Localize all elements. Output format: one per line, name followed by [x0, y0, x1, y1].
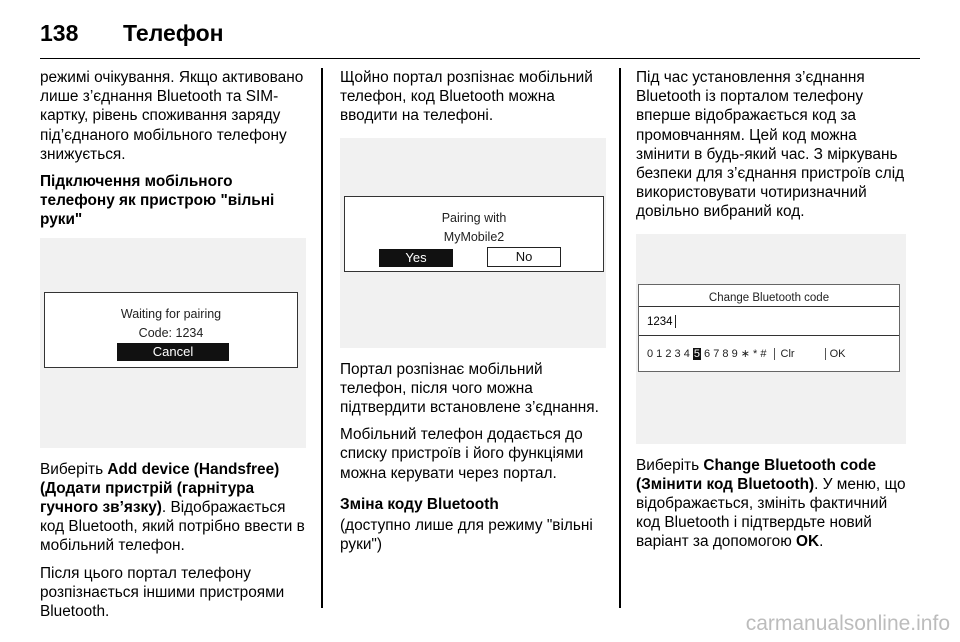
divider-line: [639, 335, 899, 336]
code-entry-field[interactable]: 1234: [647, 313, 676, 332]
keypad-row[interactable]: 0 1 2 3 4 5 6 7 8 9 ∗ * # Clr OK: [647, 347, 846, 360]
paragraph: Виберіть Change Bluetooth code (Змінити код Bluetooth). У меню, що відображається, змініть фактичний код Bluetooth і підтвердьте новий варіант за допомогою OK.: [636, 456, 906, 551]
ok-button[interactable]: OK: [829, 347, 846, 360]
column-1: [40, 68, 306, 629]
section-heading: Підключення мобільного телефону як пристрою "вільні руки": [40, 173, 275, 229]
screen-line: MyMobile2: [443, 229, 505, 244]
screen-line: Pairing with: [441, 210, 507, 225]
screen-line: Waiting for pairing: [120, 306, 222, 321]
screen-title: Change Bluetooth code: [708, 291, 830, 304]
screen-illustration-waiting: [40, 238, 306, 448]
page-title: Телефон: [123, 20, 224, 46]
column-2: [340, 68, 606, 562]
paragraph: Виберіть Add device (Handsfree) (Додати пристрій (гарнітура гучного зв’язку). Відображається код Bluetooth, який потрібно ввести в мобільний телефон.: [40, 460, 305, 555]
yes-button[interactable]: Yes: [379, 249, 453, 267]
paragraph: режимі очікування. Якщо активовано лише з’єднання Bluetooth та SIM-картку, рівень споживання заряду під’єднаного мобільного телефону знижується.: [40, 69, 304, 163]
paragraph: (доступно лише для режиму "вільні руки"): [340, 517, 593, 554]
paragraph: Щойно портал розпізнає мобільний телефон, код Bluetooth можна вводити на телефоні.: [340, 69, 593, 125]
column-divider: [619, 68, 621, 608]
column-divider: [321, 68, 323, 608]
clear-button[interactable]: Clr: [780, 347, 795, 360]
paragraph: Після цього портал телефону розпізнається іншими пристроями Bluetooth.: [40, 564, 285, 621]
watermark: carmanualsonline.info: [745, 612, 950, 635]
display-frame: [44, 292, 298, 368]
paragraph: Під час установлення з’єднання Bluetooth із порталом телефону вперше відображається код за промовчанням. Цей код можна змінити в будь-який час. З міркувань безпеки для з’єднання пристроїв слід використовувати чотиризначний довільно вибраний код.: [636, 69, 905, 221]
screen-illustration-pairing: [340, 138, 606, 348]
divider-line: [639, 306, 899, 307]
screen-line: Code: 1234: [138, 325, 204, 340]
paragraph: Мобільний телефон додається до списку пристроїв і його функціями можна керувати через портал.: [340, 426, 584, 482]
text-cursor: [675, 315, 676, 328]
selected-key[interactable]: 5: [693, 347, 700, 360]
no-button[interactable]: No: [487, 247, 561, 267]
section-heading: Зміна коду Bluetooth: [340, 495, 499, 513]
page-number: 138: [40, 20, 79, 46]
display-frame: [344, 196, 604, 272]
screen-illustration-change-code: [636, 234, 906, 444]
page-header: [40, 18, 920, 59]
paragraph: Портал розпізнає мобільний телефон, після чого можна підтвердити встановлене з’єднання.: [340, 360, 599, 417]
cancel-button[interactable]: Cancel: [117, 343, 229, 361]
column-3: [636, 68, 906, 560]
display-frame: [638, 284, 900, 372]
